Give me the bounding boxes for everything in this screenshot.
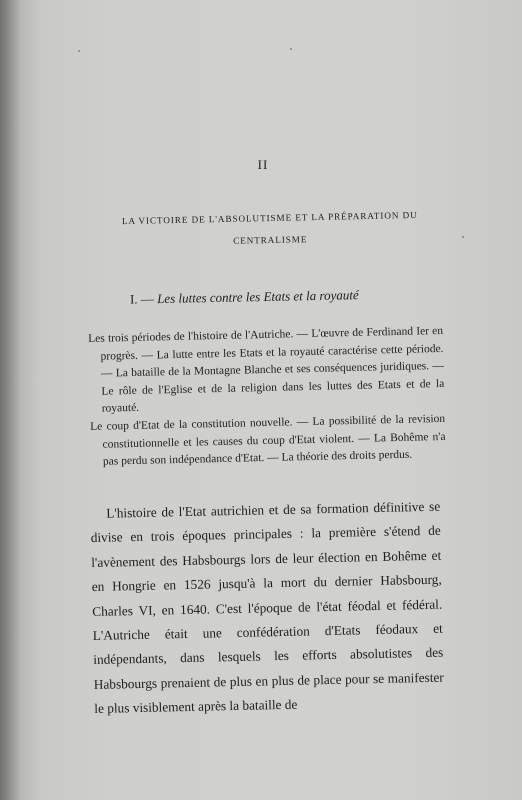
chapter-title-line-1: LA VICTOIRE DE L'ABSOLUTISME ET LA PRÉPARATION DU bbox=[121, 209, 418, 227]
summary-paragraph-1: Les trois périodes de l'histoire de l'Autriche. — L'œuvre de Ferdinand Ier en progrès. — La lutte entre les Etats et la royauté caractérise cette période. — La bataille de la Montagne Blanche et ses conséquences juridiques. — Le rôle de l'Eglise et de la religion dans les luttes des Etats et de la royauté. bbox=[88, 324, 445, 416]
body-paragraph: L'histoire de l'Etat autrichien et de sa formation définitive se divise en trois époques principales : la première s'étend de l'avènement des Habsbourgs lors de leur élection en Bohême et en Hongrie en 1526 jusqu'à la mort du dernier Habsbourg, Charles VI, en 1640. C'est l'époque de l'état féodal et fédéral. L'Autriche était une confédération d'Etats féodaux et indépendants, dans lesquels les efforts absolutistes des Habsbourgs prenaient de plus en plus de place pour se manifester le plus visiblement après la bataille de bbox=[90, 498, 444, 717]
section-heading bbox=[130, 286, 400, 307]
chapter-title bbox=[100, 203, 441, 254]
section-number: I. — bbox=[129, 291, 154, 307]
paper-speck bbox=[78, 50, 80, 52]
chapter-title-line-2: CENTRALISME bbox=[233, 234, 308, 246]
chapter-number: II bbox=[257, 157, 269, 172]
chapter-summary bbox=[88, 323, 446, 472]
paper-speck bbox=[462, 236, 464, 238]
paper-speck bbox=[290, 48, 292, 50]
section-title: Les luttes contre les Etats et la royauté bbox=[156, 287, 359, 307]
summary-paragraph-2: Le coup d'Etat de la constitution nouvelle. — La possibilité de la revision constitutionnelle et les causes du coup d'Etat violent. — La Bohême n'a pas perdu son indépendance d'Etat. — La théorie des droits perdus. bbox=[90, 412, 446, 468]
binding-gutter-shadow bbox=[0, 0, 22, 800]
